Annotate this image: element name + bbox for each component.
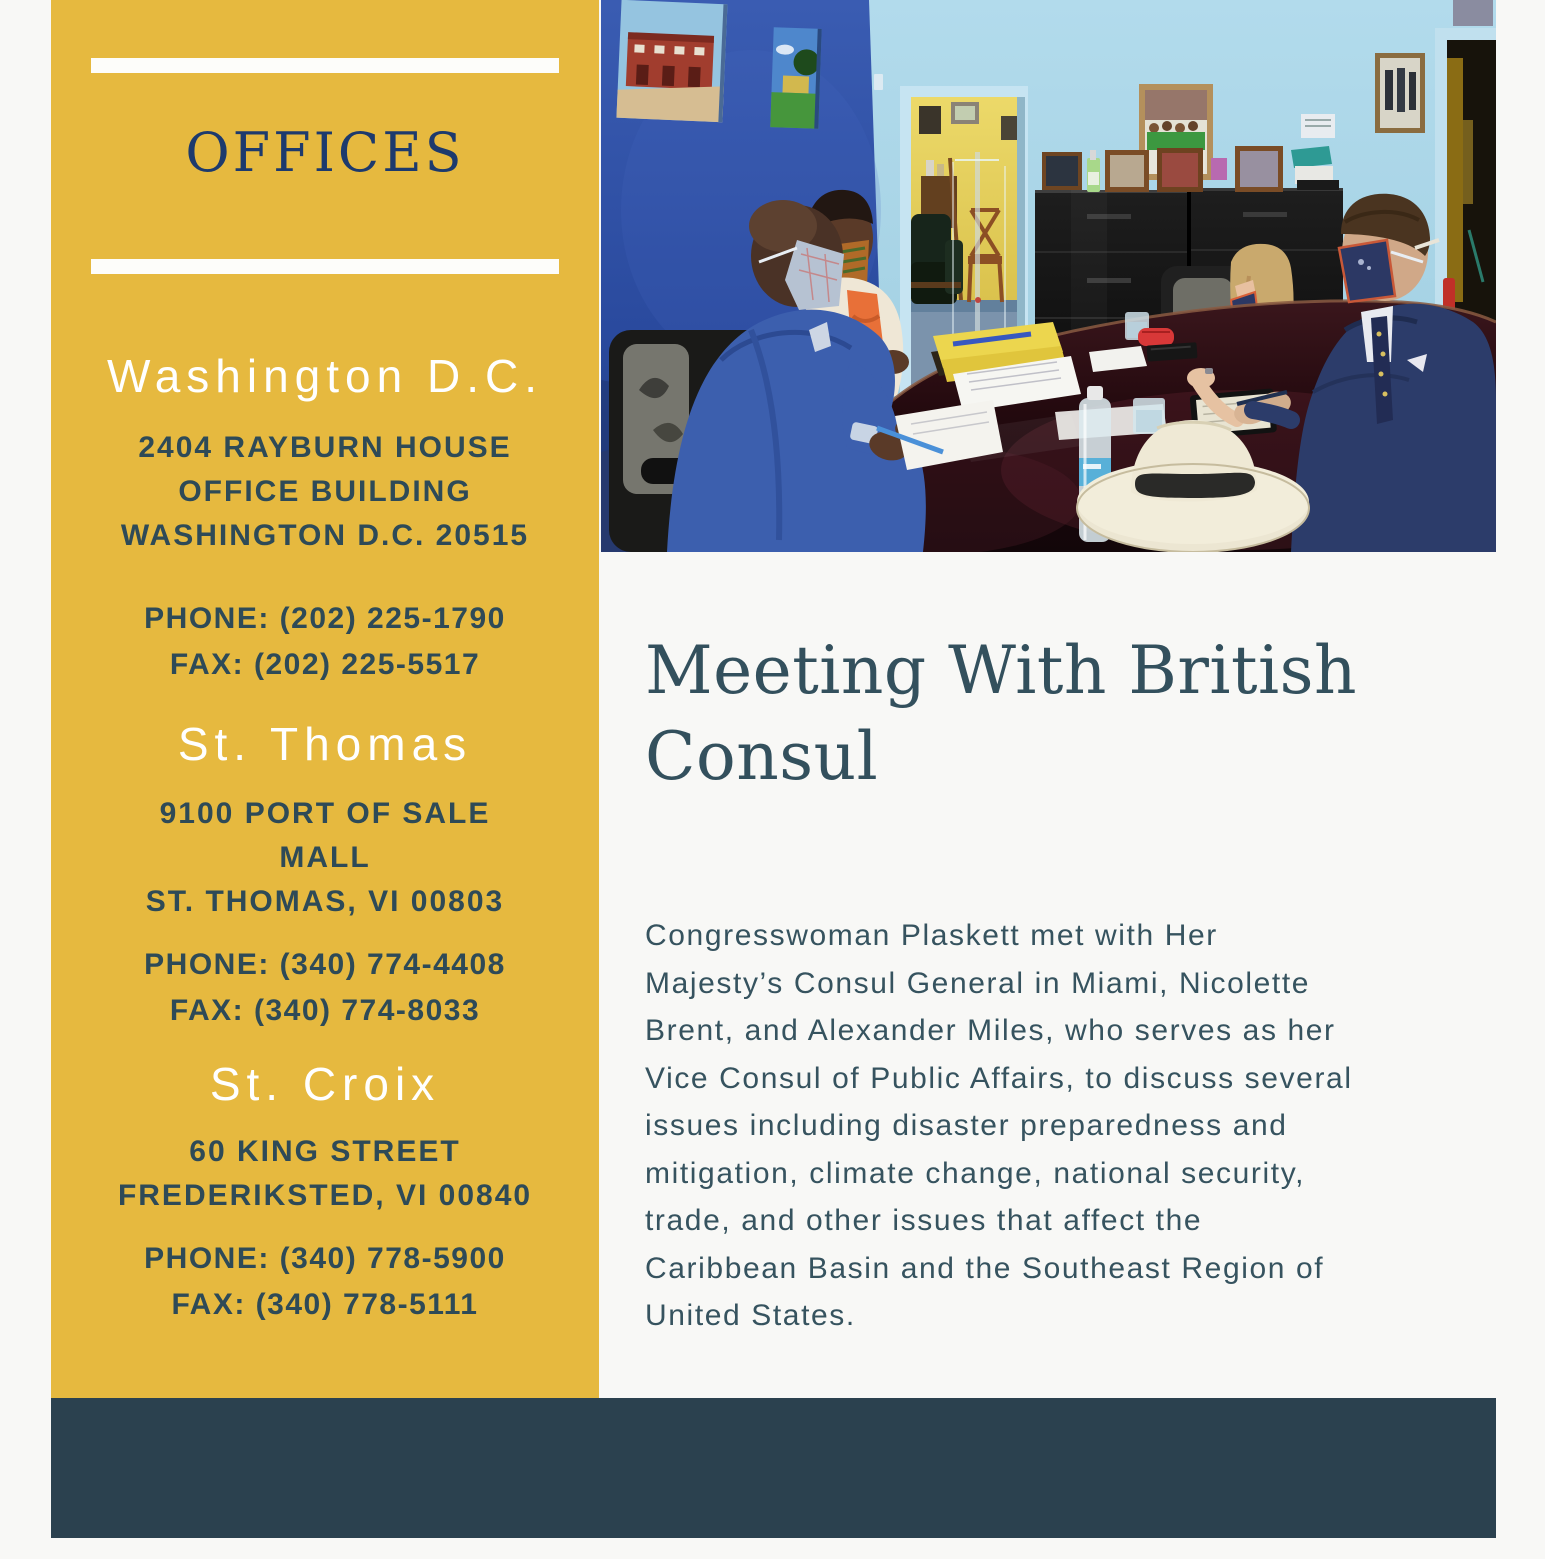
office-washington [51,348,599,688]
office-st-thomas [51,716,599,1034]
office-fax: FAX: (340) 774-8033 [169,994,481,1027]
red-pouch [1138,328,1174,346]
offices-sidebar [51,0,599,1398]
article-title-line: Consul [645,718,879,795]
address-line: FREDERIKSTED, VI 00840 [117,1179,533,1212]
address-line: 2404 RAYBURN HOUSE [138,431,512,464]
table-glass-near [1133,398,1165,434]
office-fax: FAX: (202) 225-5517 [169,648,481,681]
light-switch [874,74,883,90]
meeting-photo-scene [601,0,1496,552]
office-contact [51,942,599,1034]
wall-photo-partial [1453,0,1493,26]
office-contact [51,596,599,688]
office-phone: PHONE: (202) 225-1790 [144,602,506,635]
address-line: MALL [279,841,371,874]
office-address [51,426,599,558]
wall-photo-walking [1375,53,1425,133]
office-contact [51,1236,599,1328]
office-phone: PHONE: (340) 778-5900 [144,1242,506,1275]
office-st-croix [51,1056,599,1328]
article-title [645,628,1505,800]
address-line: ST. THOMAS, VI 00803 [145,885,505,918]
article-body: Congresswoman Plaskett met with Her Majesty’s Consul General in Miami, Nicolette Brent, and Alexander Miles, who serves as her Vice Consul of Public Affairs, to discuss several issues including disaster preparedness and mitigation, climate change, national security, trade, and other issues that affect the Caribbean Basin and the Southeast Region of United States. [645,919,1353,1332]
address-line: OFFICE BUILDING [178,475,472,508]
office-phone: PHONE: (340) 774-4408 [144,948,506,981]
article [645,628,1505,1340]
office-address [51,1130,599,1218]
office-address [51,792,599,924]
address-line: WASHINGTON D.C. 20515 [120,519,530,552]
address-line: 60 KING STREET [189,1135,461,1168]
office-city: St. Croix [209,1058,441,1110]
meeting-photo [601,0,1496,552]
address-line: 9100 PORT OF SALE [159,797,491,830]
wall-art-yellow-house [770,27,821,129]
footer-bar [51,1398,1496,1538]
wall-art-red-fort [616,0,727,122]
article-title-line: Meeting With British [645,632,1358,709]
office-city: Washington D.C. [107,350,543,402]
office-fax: FAX: (340) 778-5111 [171,1288,479,1321]
sidebar-title: OFFICES [185,121,465,184]
office-city: St. Thomas [177,718,473,770]
divider-rule-top [91,58,559,73]
divider-rule-bottom [91,259,559,274]
